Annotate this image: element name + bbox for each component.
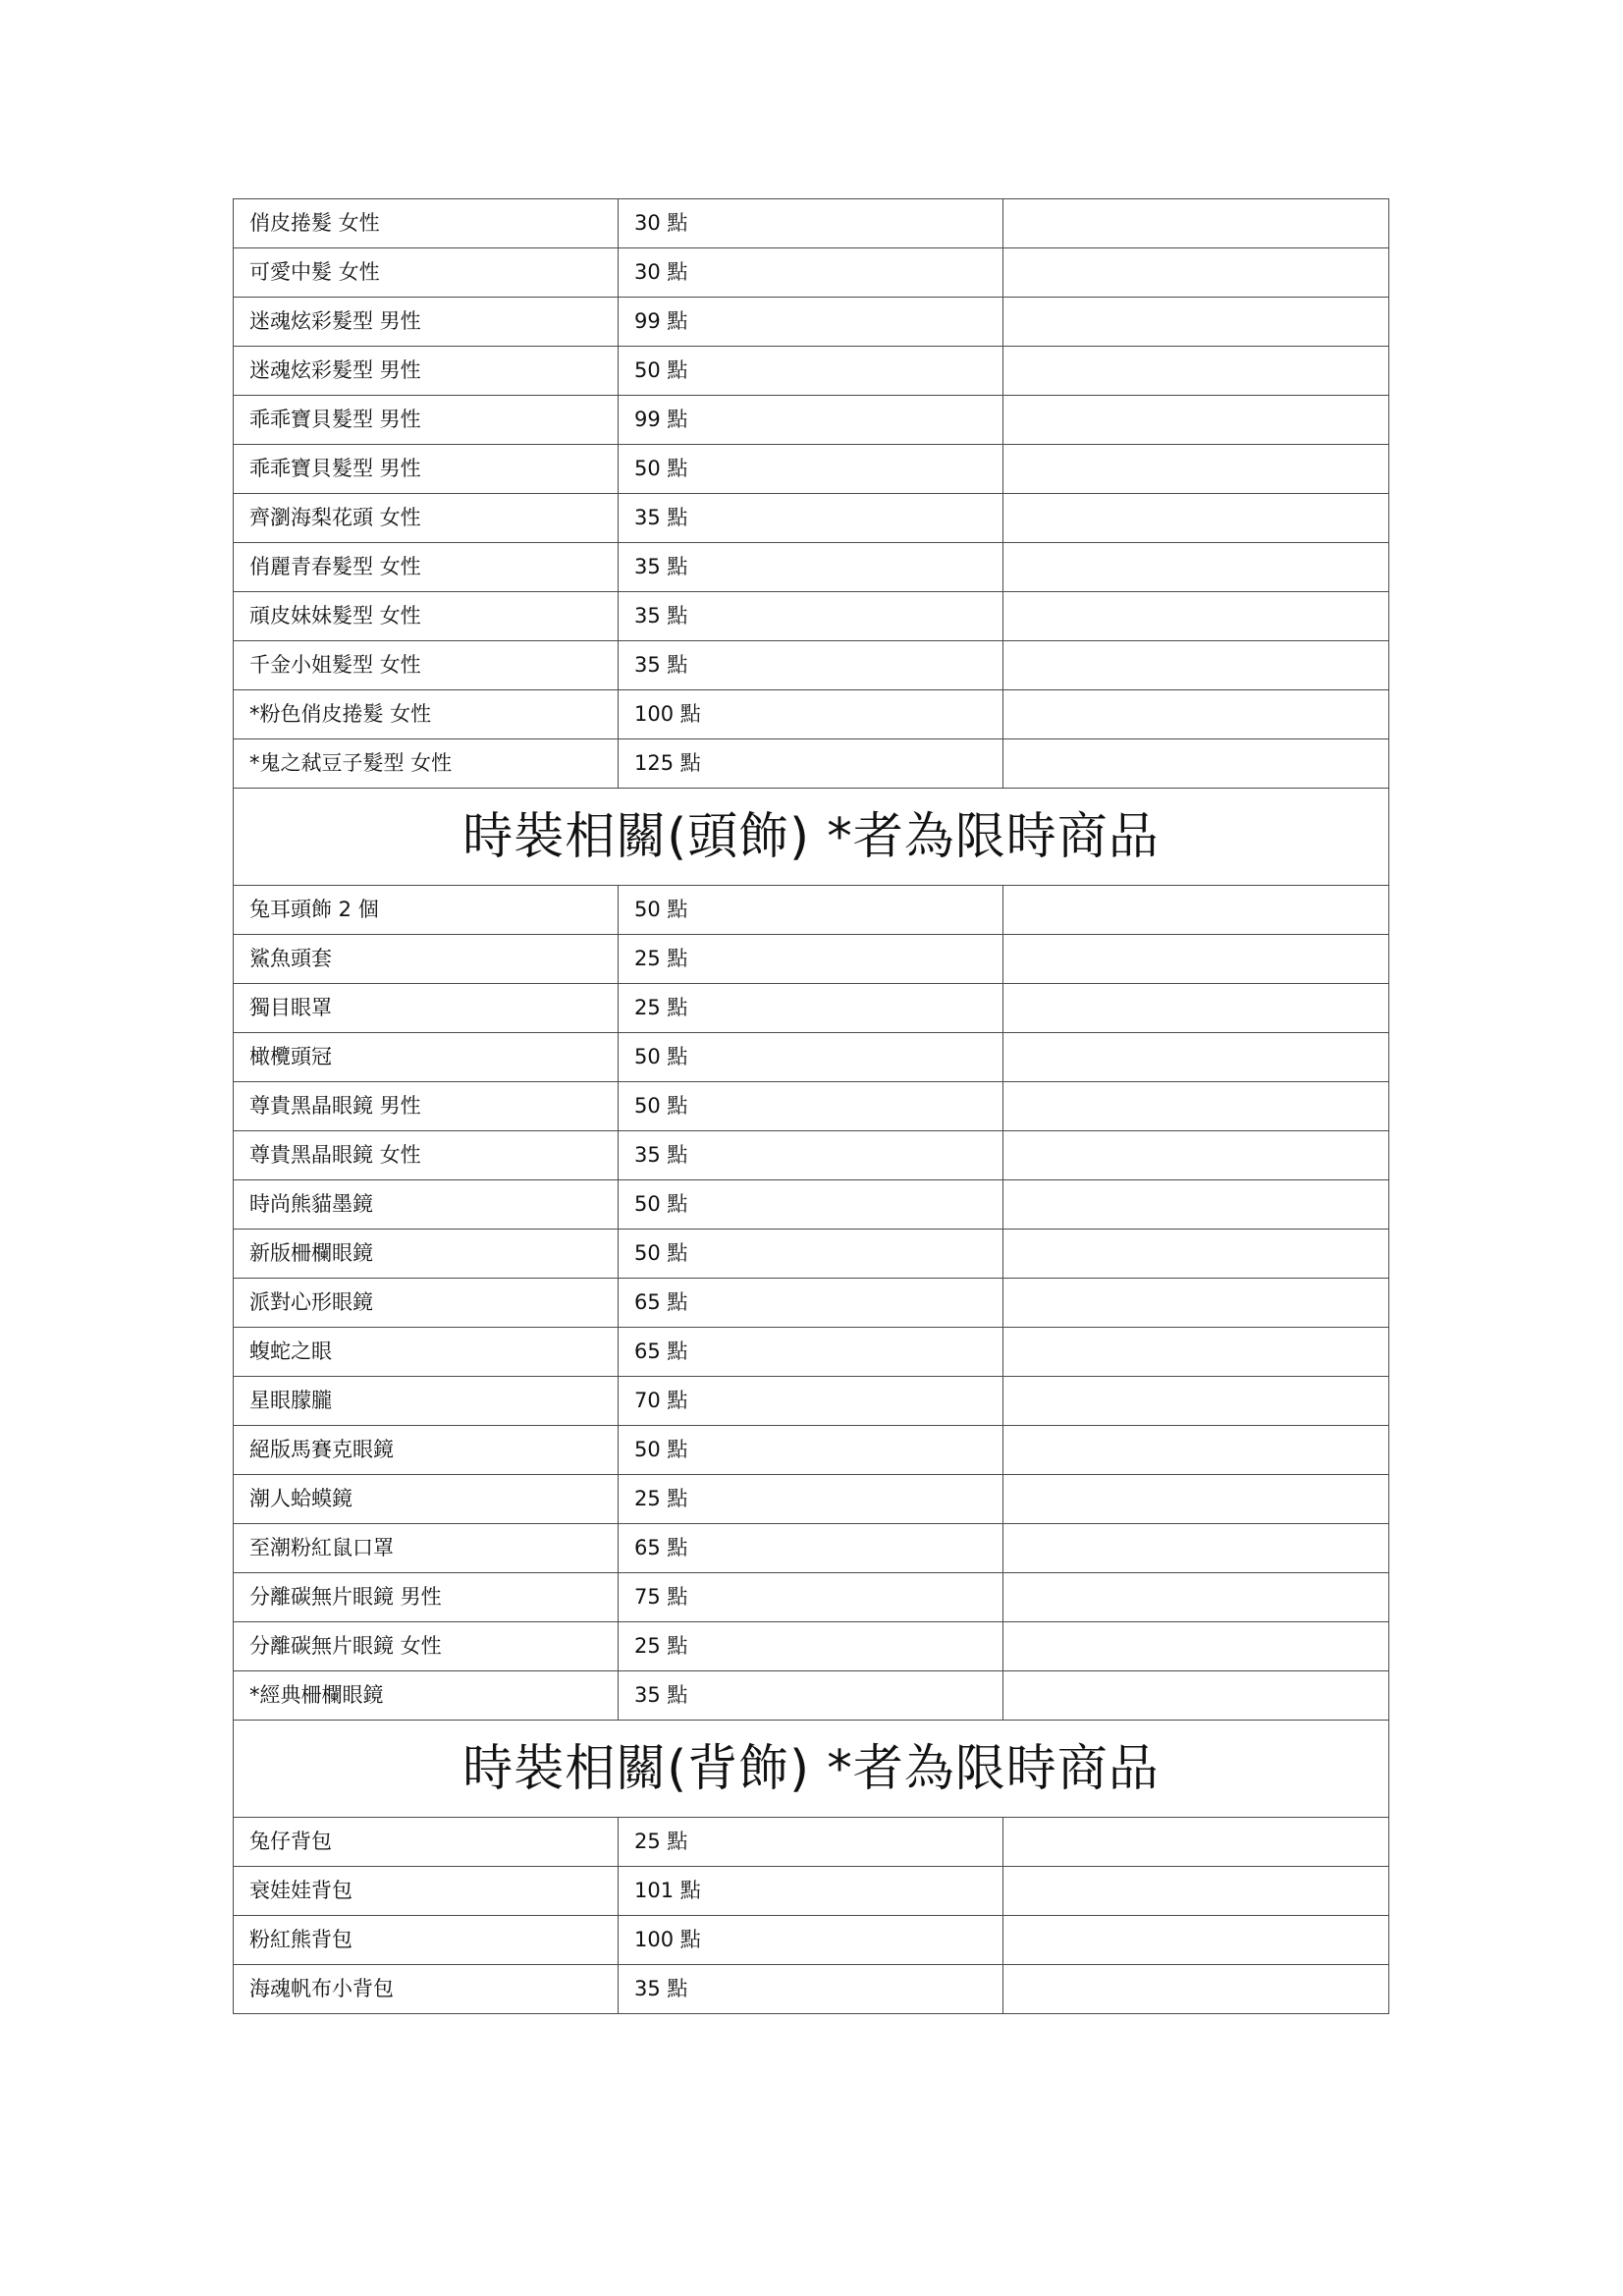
table-row [234,1524,1389,1573]
item-price-cell: 35 點 [619,1131,1003,1180]
item-price-cell: 25 點 [619,1622,1003,1671]
table-row [234,1867,1389,1916]
item-name-cell: 兔耳頭飾 2 個 [234,886,619,935]
item-price-cell: 50 點 [619,1230,1003,1279]
item-note-cell [1003,886,1389,935]
table-row [234,543,1389,592]
item-note-cell [1003,347,1389,396]
item-note-cell [1003,543,1389,592]
item-note-cell [1003,984,1389,1033]
table-row [234,641,1389,690]
item-name-cell: 橄欖頭冠 [234,1033,619,1082]
item-name-cell: 頑皮妹妹髮型 女性 [234,592,619,641]
item-note-cell [1003,1867,1389,1916]
item-name-cell: 千金小姐髮型 女性 [234,641,619,690]
item-price-cell: 35 點 [619,543,1003,592]
item-note-cell [1003,494,1389,543]
item-note-cell [1003,641,1389,690]
item-price-cell: 70 點 [619,1377,1003,1426]
item-price-cell: 25 點 [619,984,1003,1033]
item-note-cell [1003,592,1389,641]
item-note-cell [1003,1131,1389,1180]
table-row [234,199,1389,248]
item-note-cell [1003,690,1389,739]
table-row [234,1279,1389,1328]
item-note-cell [1003,445,1389,494]
item-note-cell [1003,1180,1389,1230]
item-price-cell: 35 點 [619,1965,1003,2014]
section-heading: 時裝相關(頭飾) *者為限時商品 [234,789,1389,886]
item-name-cell: 派對心形眼鏡 [234,1279,619,1328]
section-heading-row [234,789,1389,886]
item-note-cell [1003,1377,1389,1426]
item-price-cell: 25 點 [619,1818,1003,1867]
item-name-cell: 分離碳無片眼鏡 男性 [234,1573,619,1622]
item-name-cell: 衰娃娃背包 [234,1867,619,1916]
item-note-cell [1003,298,1389,347]
item-name-cell: 尊貴黑晶眼鏡 男性 [234,1082,619,1131]
item-note-cell [1003,1965,1389,2014]
item-note-cell [1003,1230,1389,1279]
item-name-cell: 俏皮捲髮 女性 [234,199,619,248]
item-price-cell: 100 點 [619,690,1003,739]
item-name-cell: 乖乖寶貝髮型 男性 [234,396,619,445]
item-note-cell [1003,199,1389,248]
table-row [234,984,1389,1033]
price-table [233,198,1389,2014]
table-row [234,1033,1389,1082]
item-note-cell [1003,1622,1389,1671]
table-row [234,1377,1389,1426]
item-name-cell: 齊瀏海梨花頭 女性 [234,494,619,543]
item-note-cell [1003,1671,1389,1721]
item-price-cell: 35 點 [619,592,1003,641]
item-name-cell: *經典柵欄眼鏡 [234,1671,619,1721]
item-note-cell [1003,1426,1389,1475]
item-price-cell: 50 點 [619,1426,1003,1475]
table-row [234,396,1389,445]
table-row [234,1328,1389,1377]
item-name-cell: 分離碳無片眼鏡 女性 [234,1622,619,1671]
item-price-cell: 125 點 [619,739,1003,789]
section-heading-row [234,1721,1389,1818]
item-name-cell: 粉紅熊背包 [234,1916,619,1965]
table-row [234,347,1389,396]
item-price-cell: 50 點 [619,1180,1003,1230]
item-price-cell: 65 點 [619,1328,1003,1377]
item-name-cell: 兔仔背包 [234,1818,619,1867]
item-name-cell: 迷魂炫彩髮型 男性 [234,347,619,396]
item-note-cell [1003,1475,1389,1524]
item-note-cell [1003,739,1389,789]
item-name-cell: 蝮蛇之眼 [234,1328,619,1377]
item-price-cell: 35 點 [619,641,1003,690]
item-price-cell: 50 點 [619,886,1003,935]
item-note-cell [1003,935,1389,984]
item-name-cell: 俏麗青春髮型 女性 [234,543,619,592]
table-row [234,494,1389,543]
item-name-cell: 絕版馬賽克眼鏡 [234,1426,619,1475]
table-row [234,1671,1389,1721]
item-price-cell: 30 點 [619,248,1003,298]
item-price-cell: 25 點 [619,935,1003,984]
table-row [234,1180,1389,1230]
table-row [234,1818,1389,1867]
item-price-cell: 65 點 [619,1524,1003,1573]
item-price-cell: 99 點 [619,396,1003,445]
table-row [234,1230,1389,1279]
table-row [234,1082,1389,1131]
item-note-cell [1003,1082,1389,1131]
table-row [234,1916,1389,1965]
table-row [234,592,1389,641]
table-row [234,298,1389,347]
item-price-cell: 50 點 [619,1082,1003,1131]
item-note-cell [1003,1573,1389,1622]
item-price-cell: 99 點 [619,298,1003,347]
item-price-cell: 30 點 [619,199,1003,248]
item-price-cell: 65 點 [619,1279,1003,1328]
item-name-cell: *粉色俏皮捲髮 女性 [234,690,619,739]
item-name-cell: 尊貴黑晶眼鏡 女性 [234,1131,619,1180]
item-price-cell: 100 點 [619,1916,1003,1965]
item-note-cell [1003,396,1389,445]
table-row [234,886,1389,935]
item-name-cell: 迷魂炫彩髮型 男性 [234,298,619,347]
item-name-cell: 獨目眼罩 [234,984,619,1033]
item-name-cell: 可愛中髮 女性 [234,248,619,298]
table-row [234,935,1389,984]
item-note-cell [1003,1916,1389,1965]
item-name-cell: 星眼朦朧 [234,1377,619,1426]
section-heading: 時裝相關(背飾) *者為限時商品 [234,1721,1389,1818]
item-note-cell [1003,1279,1389,1328]
item-name-cell: 海魂帆布小背包 [234,1965,619,2014]
table-row [234,1426,1389,1475]
item-note-cell [1003,1818,1389,1867]
table-row [234,1965,1389,2014]
item-price-cell: 35 點 [619,494,1003,543]
item-price-cell: 50 點 [619,347,1003,396]
item-name-cell: 鯊魚頭套 [234,935,619,984]
item-name-cell: *鬼之弒豆子髮型 女性 [234,739,619,789]
item-price-cell: 50 點 [619,1033,1003,1082]
item-note-cell [1003,1033,1389,1082]
price-table-body [234,199,1389,2014]
item-price-cell: 101 點 [619,1867,1003,1916]
item-name-cell: 時尚熊貓墨鏡 [234,1180,619,1230]
item-name-cell: 潮人蛤蟆鏡 [234,1475,619,1524]
item-name-cell: 新版柵欄眼鏡 [234,1230,619,1279]
item-note-cell [1003,1524,1389,1573]
item-note-cell [1003,1328,1389,1377]
item-name-cell: 乖乖寶貝髮型 男性 [234,445,619,494]
item-note-cell [1003,248,1389,298]
table-row [234,1475,1389,1524]
item-price-cell: 35 點 [619,1671,1003,1721]
item-price-cell: 75 點 [619,1573,1003,1622]
table-row [234,1573,1389,1622]
item-price-cell: 50 點 [619,445,1003,494]
item-price-cell: 25 點 [619,1475,1003,1524]
table-row [234,1131,1389,1180]
table-row [234,739,1389,789]
table-row [234,690,1389,739]
table-row [234,1622,1389,1671]
table-row [234,445,1389,494]
item-name-cell: 至潮粉紅鼠口罩 [234,1524,619,1573]
table-row [234,248,1389,298]
